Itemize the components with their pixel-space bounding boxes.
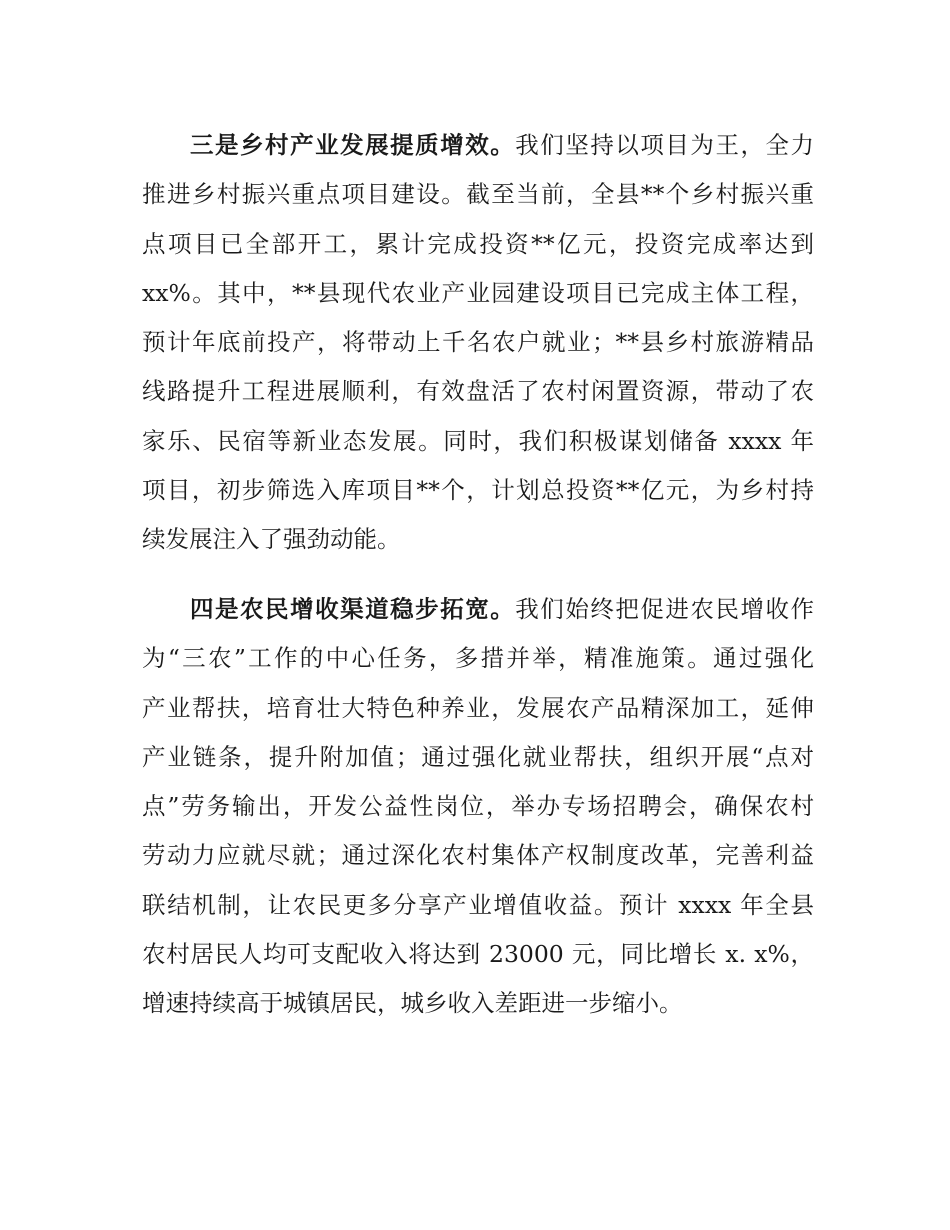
paragraph-line: 预计年底前投产，将带动上千名农户就业；**县乡村旅游精品 <box>142 328 814 357</box>
paragraph-line: 家乐、民宿等新业态发展。同时，我们积极谋划储备 xxxx 年 <box>142 426 814 455</box>
paragraph-lead-heading: 四是农民增收渠道稳步拓宽。 <box>190 595 516 623</box>
paragraph-line: 点”劳务输出，开发公益性岗位，举办专场招聘会，确保农村 <box>142 792 814 821</box>
paragraph-text: 我们坚持以项目为王，全力 <box>515 131 815 159</box>
paragraph-line: 农村居民人均可支配收入将达到 23000 元，同比增长 x. x%， <box>142 940 814 969</box>
paragraph-line <box>142 121 814 170</box>
paragraph-line: 联结机制，让农民更多分享产业增值收益。预计 xxxx 年全县 <box>142 890 814 919</box>
paragraph-line: 点项目已全部开工，累计完成投资**亿元，投资完成率达到 <box>142 229 814 258</box>
paragraph-farmer-income <box>142 585 814 1029</box>
paragraph-line: 续发展注入了强劲动能。 <box>142 525 401 554</box>
paragraph-lead-heading: 三是乡村产业发展提质增效。 <box>190 131 516 159</box>
paragraph-line: 产业链条，提升附加值；通过强化就业帮扶，组织开展“点对 <box>142 742 814 771</box>
paragraph-line: 产业帮扶，培育壮大特色种养业，发展农产品精深加工，延伸 <box>142 693 814 722</box>
paragraph-line: xx%。其中，**县现代农业产业园建设项目已完成主体工程， <box>142 278 814 307</box>
paragraph-line: 增速持续高于城镇居民，城乡收入差距进一步缩小。 <box>142 989 683 1018</box>
paragraph-line: 为“三农”工作的中心任务，多措并举，精准施策。通过强化 <box>142 644 814 673</box>
paragraph-line: 劳动力应就尽就；通过深化农村集体产权制度改革，完善利益 <box>142 841 814 870</box>
paragraph-rural-industry <box>142 121 814 565</box>
paragraph-line: 线路提升工程进展顺利，有效盘活了农村闲置资源，带动了农 <box>142 377 814 406</box>
paragraph-text: 我们始终把促进农民增收作 <box>515 595 815 623</box>
paragraph-line <box>142 585 814 634</box>
paragraph-line: 项目，初步筛选入库项目**个，计划总投资**亿元，为乡村持 <box>142 476 814 505</box>
paragraph-line: 推进乡村振兴重点项目建设。截至当前，全县**个乡村振兴重 <box>142 180 814 209</box>
